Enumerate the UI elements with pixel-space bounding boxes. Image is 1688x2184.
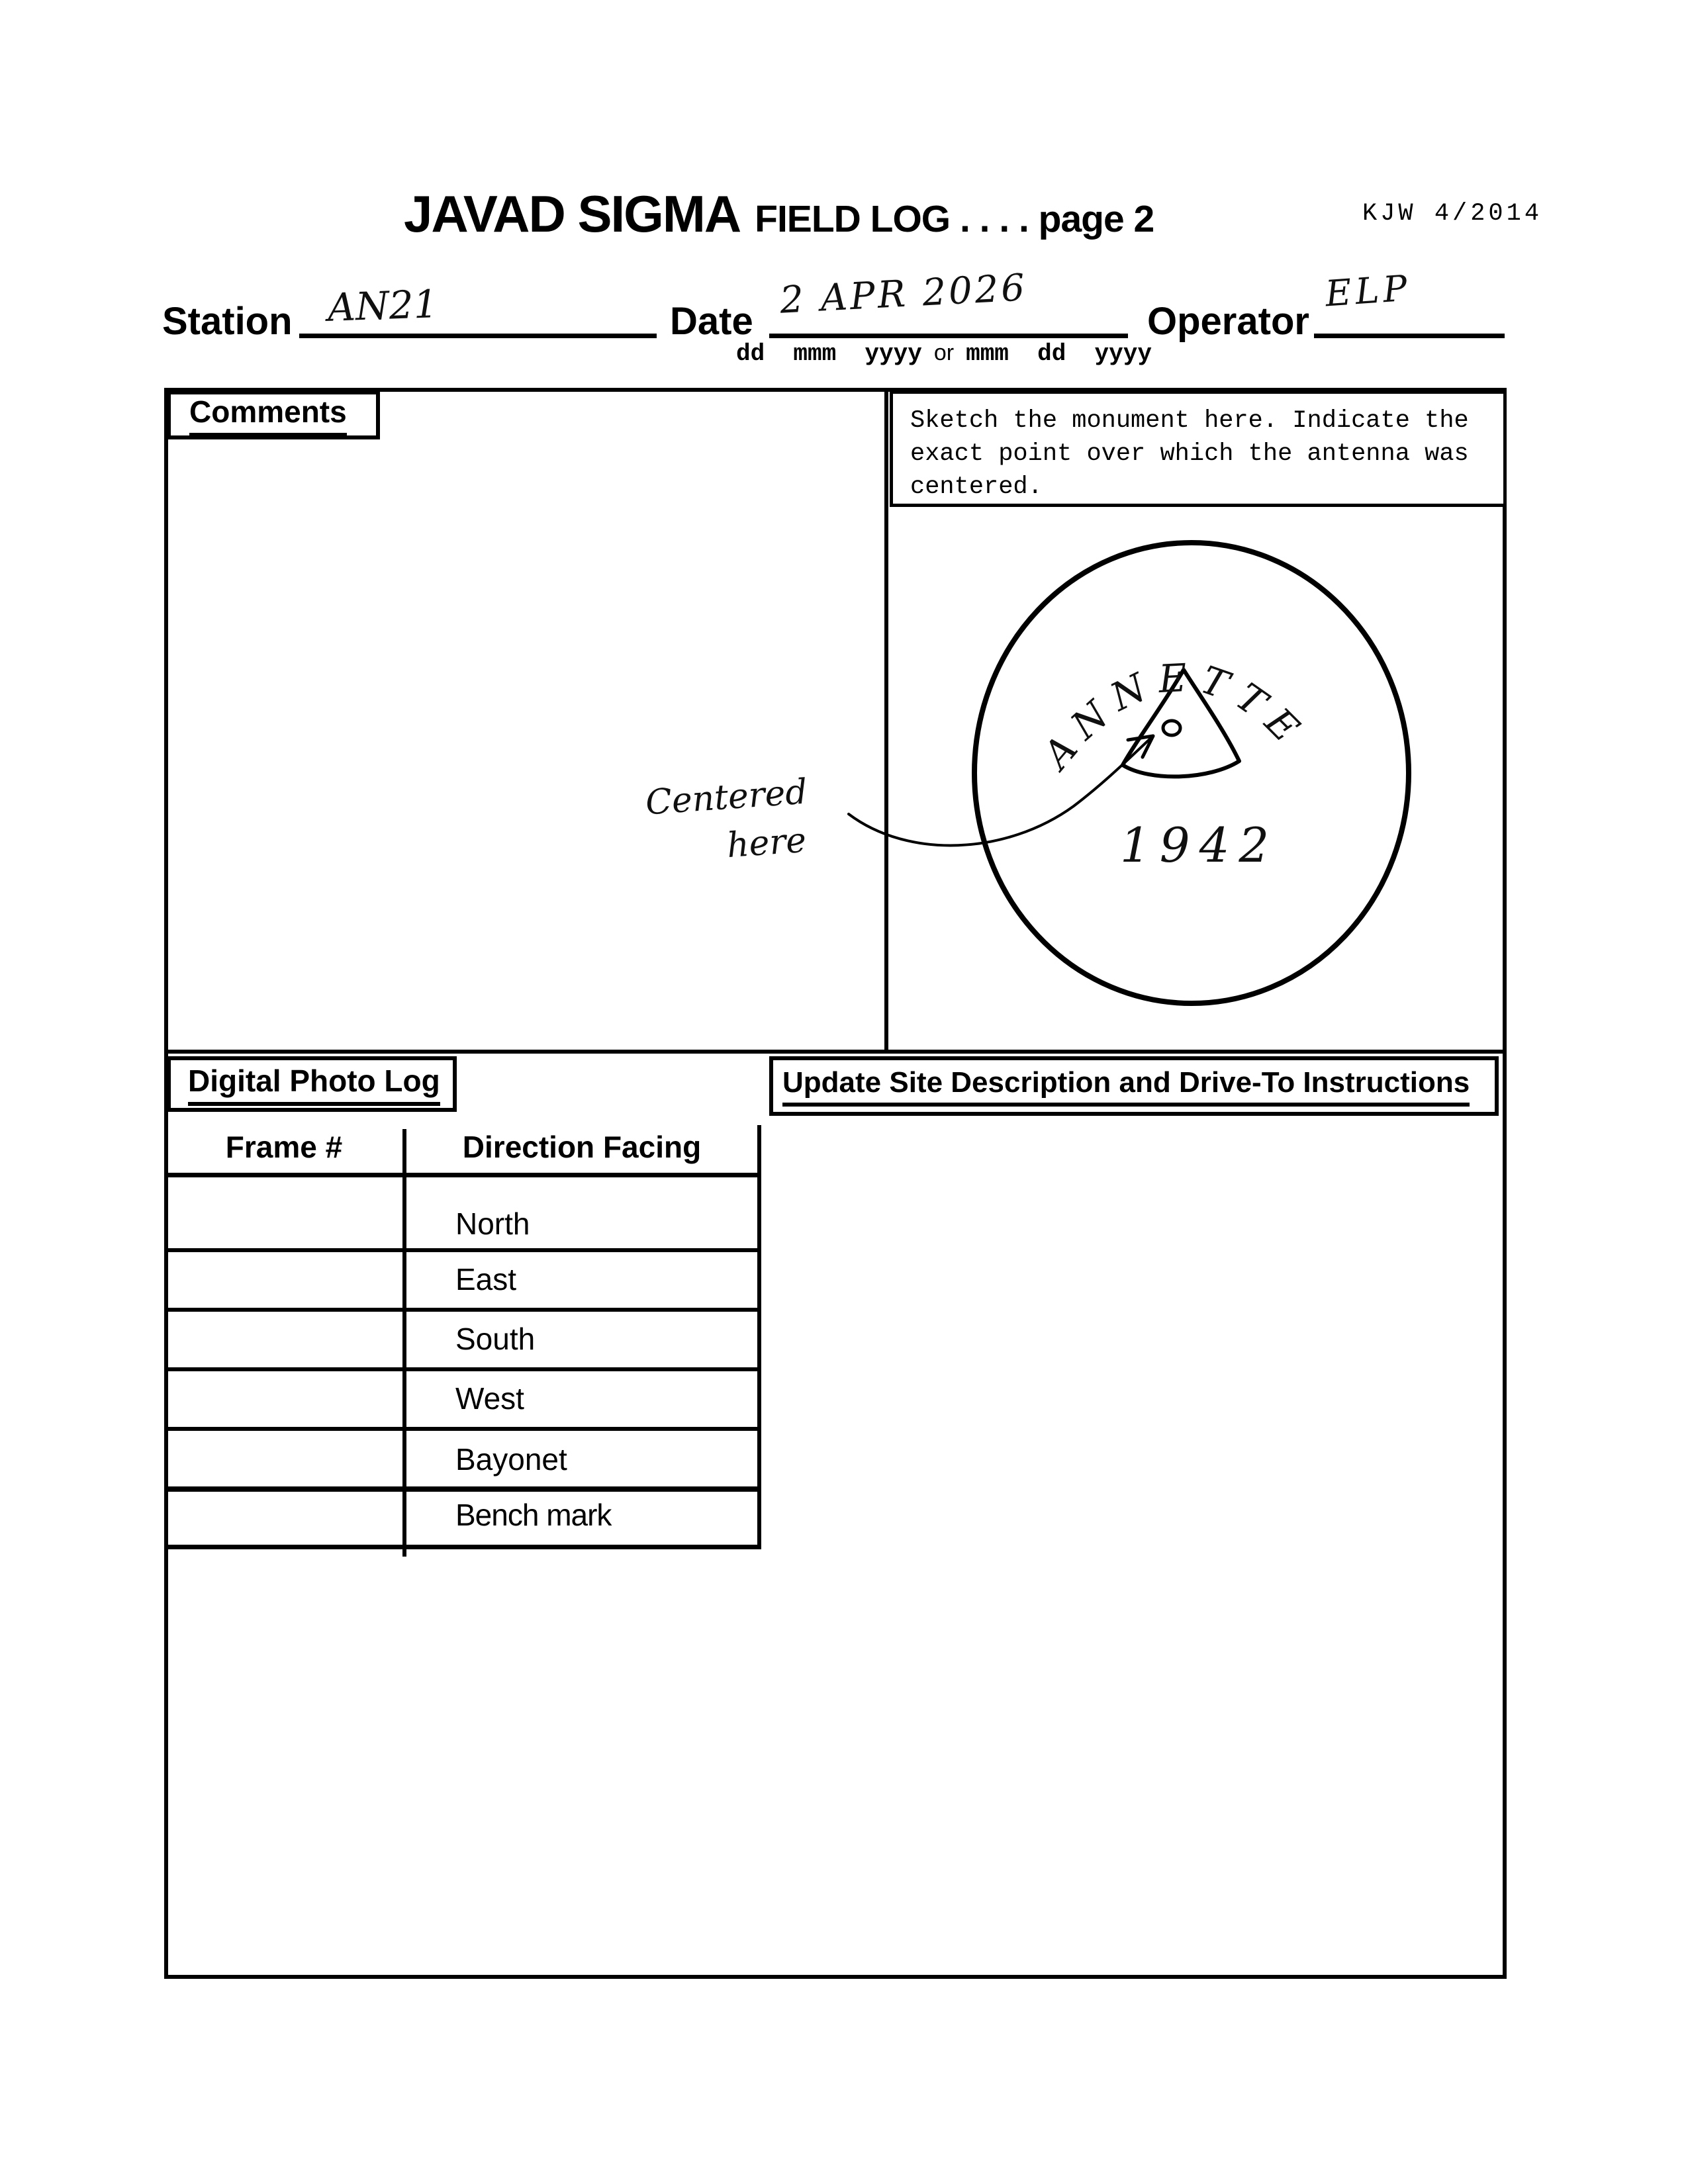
- monument-year-text: 1942: [1120, 817, 1279, 873]
- operator-label: Operator: [1147, 300, 1309, 343]
- photo-table-row-rule: [164, 1427, 761, 1431]
- operator-value-handwriting: ELP: [1323, 267, 1413, 315]
- monument-arc-text: ANNETTE: [1034, 655, 1316, 777]
- centered-annotation-line1: Centered: [644, 772, 809, 823]
- sketch-instruction-line: Sketch the monument here. Indicate the: [910, 407, 1469, 435]
- photo-log-label: Digital Photo Log: [188, 1063, 440, 1106]
- site-update-label: Update Site Description and Drive-To Instructions: [782, 1066, 1470, 1107]
- photo-table-column-divider: [402, 1129, 406, 1557]
- date-label: Date: [670, 300, 753, 343]
- date-value-handwriting: 2 APR 2026: [778, 266, 1029, 322]
- date-format-left: dd mmm yyyy: [736, 340, 922, 367]
- direction-cell: North: [455, 1206, 530, 1241]
- station-value-handwriting: AN21: [326, 281, 439, 330]
- photo-table-right-border: [757, 1125, 761, 1549]
- column-header-direction: Direction Facing: [462, 1130, 702, 1164]
- monument-disk-circle: [974, 543, 1409, 1003]
- centered-annotation-line2: here: [726, 820, 808, 866]
- direction-cell: South: [455, 1322, 536, 1356]
- direction-cell: West: [455, 1381, 524, 1416]
- photo-table-row-rule: [164, 1486, 761, 1492]
- direction-cell: Bench mark: [455, 1498, 612, 1532]
- monument-center-dot: [1163, 721, 1180, 735]
- column-header-frame: Frame #: [225, 1130, 343, 1164]
- revision-code: KJW 4/2014: [1362, 200, 1543, 228]
- page-title-main: JAVAD SIGMA: [404, 185, 741, 243]
- date-format-or: or: [933, 340, 955, 365]
- photo-log-header-box: [167, 1056, 457, 1112]
- centered-arrow: [849, 736, 1153, 845]
- direction-cell: Bayonet: [455, 1442, 567, 1477]
- photo-table-row-rule: [164, 1367, 761, 1371]
- date-format-right: mmm dd yyyy: [966, 340, 1152, 367]
- comments-label: Comments: [189, 394, 347, 437]
- site-update-value-area: [781, 1132, 1483, 1952]
- photo-table-header-rule: [164, 1173, 761, 1177]
- sketch-instruction-line: exact point over which the antenna was: [910, 440, 1469, 468]
- page-title-sub: FIELD LOG . . . . page 2: [755, 198, 1154, 240]
- sketch-instruction-line: centered.: [910, 473, 1043, 501]
- photo-table-bottom-rule: [164, 1545, 761, 1549]
- photo-table-row-rule: [164, 1248, 761, 1252]
- station-label: Station: [162, 300, 293, 343]
- site-update-header-box: [769, 1056, 1499, 1116]
- direction-cell: East: [455, 1262, 517, 1297]
- photo-table-row-rule: [164, 1308, 761, 1312]
